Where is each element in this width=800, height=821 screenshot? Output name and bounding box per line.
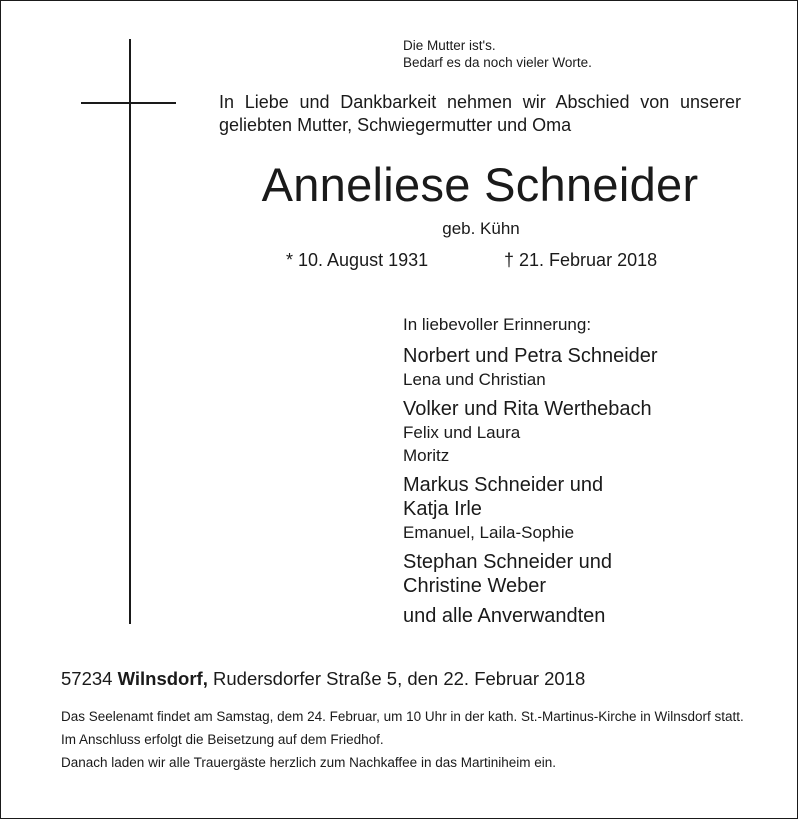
- info-paragraph: Danach laden wir alle Trauergäste herzlich zum Nachkaffee in das Martiniheim ein.: [61, 755, 556, 770]
- cross-icon-vertical-bar: [129, 39, 131, 624]
- service-info: [61, 708, 751, 777]
- mourner-group: [403, 397, 733, 467]
- mourner-name: Norbert und Petra Schneider: [403, 345, 658, 367]
- intro-text: In Liebe und Dankbarkeit nehmen wir Abschied von unserer geliebten Mutter, Schwiegermutter und Oma: [219, 92, 741, 135]
- mourner-group: [403, 550, 733, 598]
- born-name: geb. Kühn: [442, 219, 520, 238]
- motto-line: Die Mutter ist's.: [403, 38, 496, 53]
- mourner-name: Volker und Rita Werthebach: [403, 398, 652, 420]
- deceased-name: Anneliese Schneider: [261, 158, 699, 211]
- motto-line: Bedarf es da noch vieler Worte.: [403, 55, 592, 70]
- address-postcode: 57234: [61, 668, 113, 689]
- mourner-name: Christine Weber: [403, 575, 547, 597]
- address-town: Wilnsdorf,: [117, 668, 208, 689]
- cross-icon-horizontal-bar: [81, 102, 176, 104]
- info-paragraph: Das Seelenamt findet am Samstag, dem 24. Februar, um 10 Uhr in der kath. St.-Martinus-Kirche in Wilnsdorf statt.: [61, 709, 744, 724]
- mourner-group: [403, 473, 733, 544]
- mourner-children: Felix und Laura: [403, 423, 521, 442]
- mourner-name: Katja Irle: [403, 498, 482, 520]
- address-line: [61, 667, 585, 690]
- mourner-name: Markus Schneider und: [403, 474, 604, 496]
- death-date: † 21. Februar 2018: [504, 250, 658, 270]
- mourner-name: Stephan Schneider und: [403, 551, 613, 573]
- birth-date: * 10. August 1931: [286, 250, 429, 270]
- mourners-list: [403, 314, 733, 628]
- info-paragraph: Im Anschluss erfolgt die Beisetzung auf dem Friedhof.: [61, 732, 384, 747]
- mourners-heading: In liebevoller Erinnerung:: [403, 315, 592, 334]
- address-rest: Rudersdorfer Straße 5, den 22. Februar 2018: [213, 668, 586, 689]
- motto: [403, 37, 592, 71]
- mourner-children: Lena und Christian: [403, 370, 546, 389]
- mourner-children: Emanuel, Laila-Sophie: [403, 523, 575, 542]
- mourners-closing: und alle Anverwandten: [403, 605, 606, 627]
- mourner-children: Moritz: [403, 446, 450, 465]
- mourner-group: [403, 344, 733, 391]
